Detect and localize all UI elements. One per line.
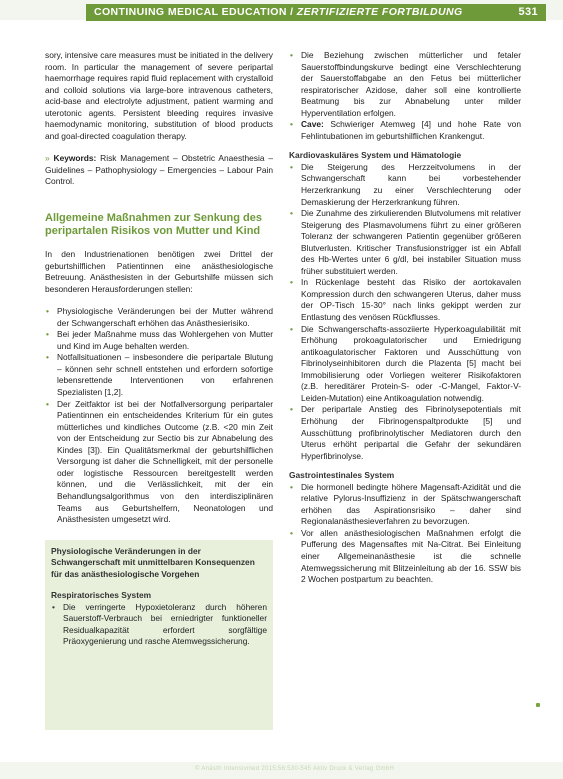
section-heading: Allgemeine Maßnahmen zur Senkung des peripartalen Risikos von Mutter und Kind [45, 212, 262, 238]
header-title [94, 4, 463, 21]
page-footer [0, 762, 563, 779]
intro-paragraph: In den Industrienationen benötigen zwei Drittel der geburtshilflichen Patientinnen eine anästhesiologische Betreuung. Anästhesisten in der Geburtshilfe müssen sich besonderen Herausforderungen stellen: [45, 249, 273, 294]
header-subsection: ZERTIFIZIERTE FORTBILDUNG [296, 6, 463, 18]
respiratory-list-continued [289, 50, 521, 142]
list-item: • Bei jeder Maßnahme muss das Wohlergehen von Mutter und Kind im Auge behalten werden. [45, 329, 273, 352]
cardiovascular-list [289, 162, 521, 462]
header-separator: / [286, 6, 297, 18]
subheading-gastrointestinal: Gastrointestinales System [289, 470, 395, 481]
info-box-list [51, 602, 267, 648]
list-item: • Die verringerte Hypoxietoleranz durch höheren Sauerstoff-Verbrauch bei erniedrigter funktioneller Residualkapazität erfordert sorgfältige Präoxygenierung und rasche Atemwegssicherung. [51, 602, 267, 648]
challenges-list [45, 306, 273, 525]
list-item: • Die hormonell bedingte höhere Magensaft-Azidität und die relative Pylorus-Insuffizienz in der Spätschwangerschaft erhöhen das Aspirationsrisiko – daher sind Regionalanästhesieverfahren zu bevorzugen. [289, 482, 521, 528]
keywords [45, 153, 273, 188]
info-box-subheading: Respiratorisches System [51, 590, 152, 601]
info-box-heading: Physiologische Veränderungen in der Schwangerschaft mit unmittelbaren Konsequenzen für das anästhesiologische Vorgehen [51, 545, 255, 579]
left-column [45, 50, 273, 730]
page-number: 531 [518, 6, 538, 18]
keywords-label: Keywords: [53, 153, 97, 164]
list-item: • Der Zeitfaktor ist bei der Notfallversorgung peripartaler Patientinnen ein entscheidendes Kriterium für ein gutes mütterliches und kindliches Outcome (z.B. <20 min Zeit von der Entscheidung zur Sectio bis zur Abnabelung des Kindes [3]). Ein Qualitätsmerkmal der geburtshilflichen Versorgung ist daher die Schnelligkeit, mit der personelle oder logistische Ressourcen bereitgestellt werden können, und die Verlässlichkeit, mit der ein Behandlungsalgorithmus von den interdisziplinären Teams aus Geburtshelfern, Neonatologen und Anästhesisten umgesetzt wird. [45, 399, 273, 526]
keywords-arrow-icon: » [45, 153, 50, 164]
list-item-cave [289, 119, 521, 142]
list-item: • Die Schwangerschafts-assoziierte Hyperkoagulabilität mit Erhöhung prokoagulatorischer und Erniedrigung antikoagulatorischer Faktoren und Ausschüttung von Fibrinolyseinhibitoren durch die Plazenta [5] macht bei Immobilisierung oder Vorliegen weiterer Risikofaktoren (z.B. hereditärer Protein-S- oder -C-Mangel, Faktor-V-Leiden-Mutation) eine Antikoagulation notwendig. [289, 324, 521, 405]
page-header [86, 4, 546, 21]
gastrointestinal-list [289, 482, 521, 586]
footer-text: © Anästh Intensivmed 2015;56:530-545 Aktiv Druck & Verlag GmbH [195, 766, 395, 772]
header-section: CONTINUING MEDICAL EDUCATION [94, 6, 287, 18]
info-box [45, 540, 273, 730]
subheading-cardiovascular: Kardiovaskuläres System und Hämatologie [289, 150, 462, 161]
list-item: • Die Steigerung des Herzzeitvolumens in der Schwangerschaft kann bei vorbestehender Herzerkrankung zu einer Verschlechterung oder Demaskierung der Herzerkrankung führen. [289, 162, 521, 208]
abstract-continuation: sory, intensive care measures must be initiated in the delivery room. In particular the management of severe peripartal haemorrhage requires rapid fluid replacement with crystalloid and colloid solutions via large-bore intravenous catheters, acid-base and electrolyte adjustment, patient warming and uterotonic agents. Persistent bleeding requires invasive haemodynamic monitoring, substitution of blood products and goal-directed coagulation therapy. [45, 50, 273, 141]
end-marker [536, 703, 540, 707]
list-item: • In Rückenlage besteht das Risiko der aortokavalen Kompression durch den schwangeren Uterus, daher muss der OP-Tisch 15-30° nach links gekippt werden zur Entlastung des venösen Rückflusses. [289, 277, 521, 323]
cave-text: Schwieriger Atemweg [4] und hohe Rate von Fehlintubationen im geburtshilflichen Krankengut. [301, 119, 521, 141]
list-item: • Der peripartale Anstieg des Fibrinolysepotentials mit Erhöhung der Fibrinogenspaltprodukte [5] und Ausschüttung profibrinolytischer Mediatoren durch den Uterus erhöht peripartal die Gefahr der sekundären Hyperfibrinolyse. [289, 404, 521, 462]
right-column [289, 50, 521, 586]
list-item: • Physiologische Veränderungen bei der Mutter während der Schwangerschaft erhöhen das Anästhesierisiko. [45, 306, 273, 329]
list-item: • Notfallsituationen – insbesondere die peripartale Blutung – können sehr schnell entstehen und erfordern sofortige lebensrettende Interventionen von erfahrenen Spezialisten [1,2]. [45, 352, 273, 398]
keywords-text: Risk Management – Obstetric Anaesthesia – Guidelines – Pathophysiology – Emergencies – Labour Pain Control. [45, 153, 273, 187]
list-item: • Die Zunahme des zirkulierenden Blutvolumens mit relativer Steigerung des Plasmavolumens führt zu einer größeren Toleranz der schwangeren Patientin gegenüber größeren Blutverlusten. Kritischer Transfusionstrigger ist ein Abfall des Hb-Wertes unter 6 g/dl, bei instabiler Situation muss früher substituiert werden. [289, 208, 521, 277]
list-item: • Die Beziehung zwischen mütterlicher und fetaler Sauerstoffbindungskurve bedingt eine Verschlechterung der Sauerstoffabgabe an den Fetus bei mütterlicher respiratorischer Azidose, daher soll eine kontrollierte Beatmung bis zur Abnabelung unter milder Hyperventilation erfolgen. [289, 50, 521, 119]
cave-label: Cave: [301, 119, 324, 130]
list-item: • Vor allen anästhesiologischen Maßnahmen erfolgt die Pufferung des Magensaftes mit Na-Citrat. Bei Einleitung einer Allgemeinanästhesie ist die schnelle Atemwegssicherung mit Blitzeinleitung ab der 16. SSW bis 2 Wochen postpartum zu beachten. [289, 528, 521, 586]
